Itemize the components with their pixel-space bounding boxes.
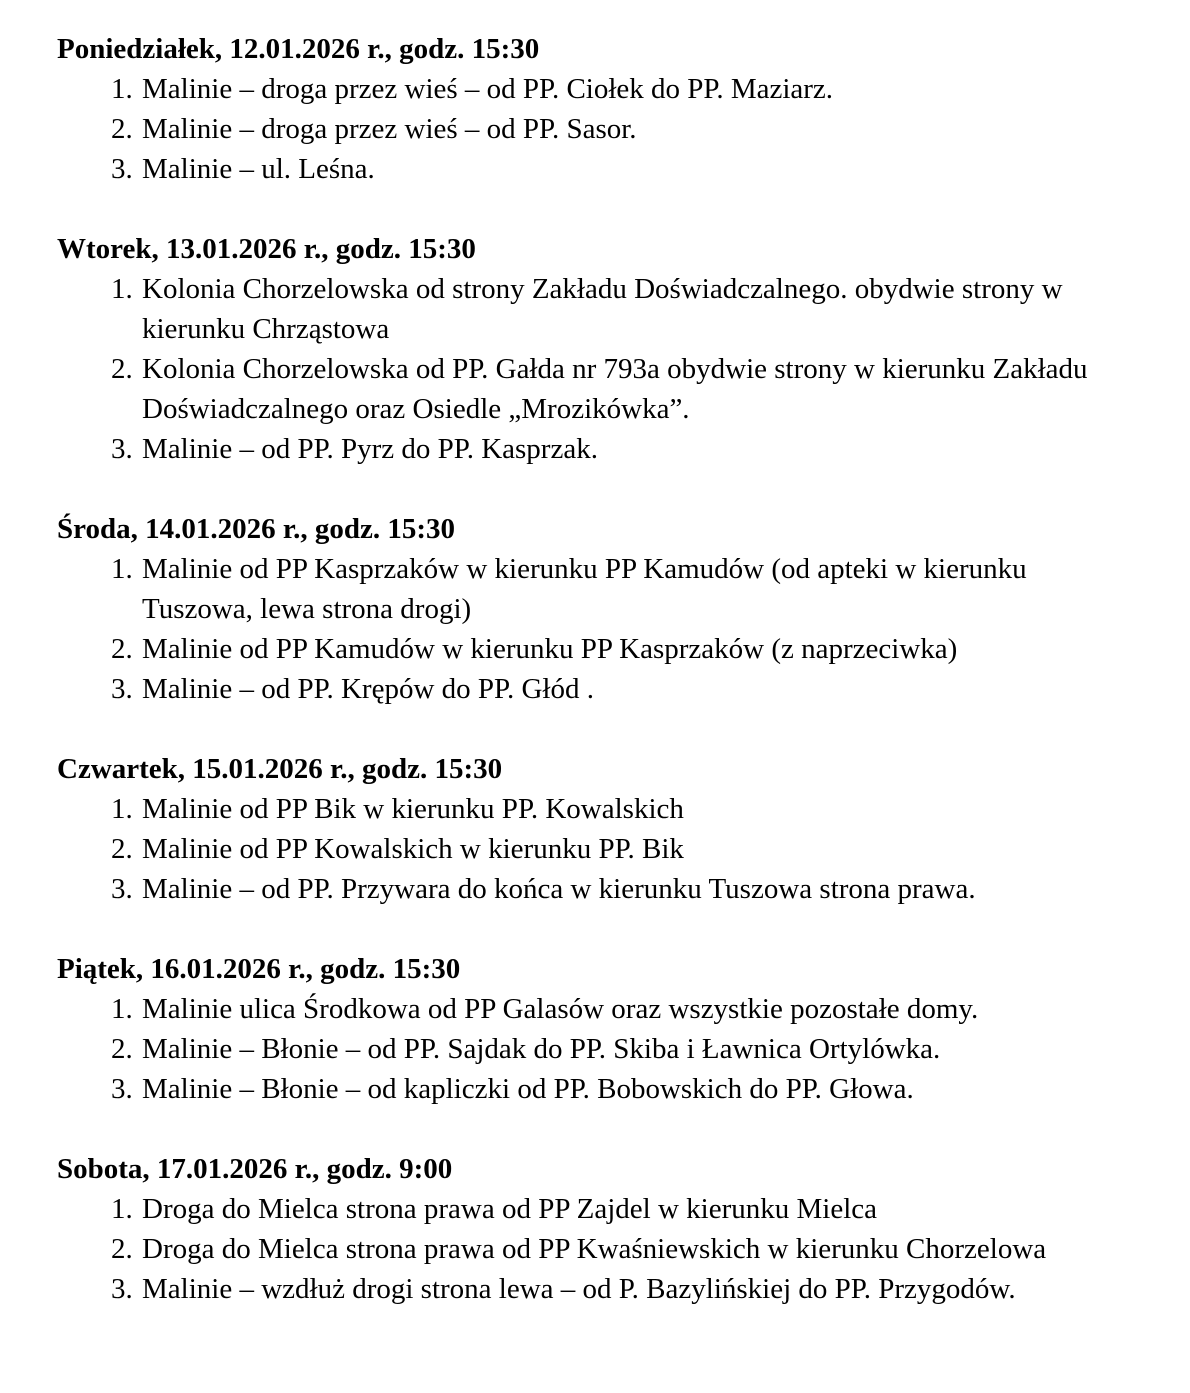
item-number: 3. xyxy=(111,433,133,465)
route-list xyxy=(57,989,1167,1109)
item-text: Malinie – od PP. Przywara do końca w kierunku Tuszowa strona prawa. xyxy=(142,873,976,905)
list-item xyxy=(57,669,1157,709)
item-number: 2. xyxy=(111,833,133,865)
item-number: 2. xyxy=(111,633,133,665)
list-item xyxy=(57,1269,1087,1309)
item-number: 1. xyxy=(111,553,133,585)
list-item xyxy=(57,349,1147,429)
route-list xyxy=(57,549,1167,709)
item-number: 2. xyxy=(111,353,133,385)
item-number: 3. xyxy=(111,1273,133,1305)
day-heading: Sobota, 17.01.2026 r., godz. 9:00 xyxy=(57,1153,453,1185)
day-section-friday xyxy=(57,949,1167,1109)
item-number: 2. xyxy=(111,1033,133,1065)
day-heading: Środa, 14.01.2026 r., godz. 15:30 xyxy=(57,513,455,545)
list-item xyxy=(57,989,1190,1029)
list-item xyxy=(57,269,1117,349)
route-list xyxy=(57,269,1167,469)
item-text: Malinie – ul. Leśna. xyxy=(142,153,375,185)
list-item xyxy=(57,789,1190,829)
item-text: Malinie od PP Bik w kierunku PP. Kowalskich xyxy=(142,793,684,825)
item-number: 3. xyxy=(111,873,133,905)
route-list xyxy=(57,1189,1167,1309)
route-list xyxy=(57,69,1167,189)
list-item xyxy=(57,549,1077,629)
item-text: Droga do Mielca strona prawa od PP Kwaśniewskich w kierunku Chorzelowa xyxy=(142,1233,1047,1265)
day-section-monday xyxy=(57,29,1167,189)
item-number: 3. xyxy=(111,673,133,705)
day-heading: Piątek, 16.01.2026 r., godz. 15:30 xyxy=(57,953,461,985)
item-text: Kolonia Chorzelowska od strony Zakładu Doświadczalnego. obydwie strony w kierunku Chrząstowa xyxy=(142,273,1063,345)
schedule-document xyxy=(57,29,1167,1349)
list-item xyxy=(57,69,1062,109)
item-text: Malinie ulica Środkowa od PP Galasów oraz wszystkie pozostałe domy. xyxy=(142,993,979,1025)
item-number: 1. xyxy=(111,793,133,825)
day-section-tuesday xyxy=(57,229,1167,469)
item-text: Malinie – droga przez wieś – od PP. Ciołek do PP. Maziarz. xyxy=(142,73,834,105)
day-heading: Wtorek, 13.01.2026 r., godz. 15:30 xyxy=(57,233,476,265)
list-item xyxy=(57,1069,1190,1109)
route-list xyxy=(57,789,1167,909)
item-text: Malinie od PP Kowalskich w kierunku PP. Bik xyxy=(142,833,684,865)
item-number: 3. xyxy=(111,1073,133,1105)
list-item xyxy=(57,1029,1190,1069)
list-item xyxy=(57,1229,1117,1269)
item-text: Droga do Mielca strona prawa od PP Zajdel w kierunku Mielca xyxy=(142,1193,877,1225)
day-section-thursday xyxy=(57,749,1167,909)
item-number: 1. xyxy=(111,73,133,105)
day-section-wednesday xyxy=(57,509,1167,709)
list-item xyxy=(57,829,1190,869)
item-number: 2. xyxy=(111,1233,133,1265)
item-text: Malinie od PP Kasprzaków w kierunku PP Kamudów (od apteki w kierunku Tuszowa, lewa strona drogi) xyxy=(142,553,1027,625)
list-item xyxy=(57,869,1190,909)
list-item xyxy=(57,629,1157,669)
item-number: 1. xyxy=(111,1193,133,1225)
item-number: 2. xyxy=(111,113,133,145)
item-number: 1. xyxy=(111,273,133,305)
item-text: Malinie – od PP. Krępów do PP. Głód . xyxy=(142,673,594,705)
item-text: Malinie – wzdłuż drogi strona lewa – od P. Bazylińskiej do PP. Przygodów. xyxy=(142,1273,1016,1305)
item-text: Malinie – od PP. Pyrz do PP. Kasprzak. xyxy=(142,433,598,465)
item-text: Malinie – droga przez wieś – od PP. Sasor. xyxy=(142,113,637,145)
list-item xyxy=(57,109,1062,149)
item-text: Malinie – Błonie – od kapliczki od PP. Bobowskich do PP. Głowa. xyxy=(142,1073,914,1105)
day-heading: Poniedziałek, 12.01.2026 r., godz. 15:30 xyxy=(57,33,540,65)
item-number: 1. xyxy=(111,993,133,1025)
day-section-saturday xyxy=(57,1149,1167,1309)
list-item xyxy=(57,149,1062,189)
item-text: Malinie od PP Kamudów w kierunku PP Kasprzaków (z naprzeciwka) xyxy=(142,633,958,665)
list-item xyxy=(57,429,1117,469)
item-text: Malinie – Błonie – od PP. Sajdak do PP. Skiba i Ławnica Ortylówka. xyxy=(142,1033,941,1065)
list-item xyxy=(57,1189,1142,1229)
item-number: 3. xyxy=(111,153,133,185)
day-heading: Czwartek, 15.01.2026 r., godz. 15:30 xyxy=(57,753,503,785)
item-text: Kolonia Chorzelowska od PP. Gałda nr 793a obydwie strony w kierunku Zakładu Doświadczalnego oraz Osiedle „Mrozikówka”. xyxy=(142,353,1088,425)
